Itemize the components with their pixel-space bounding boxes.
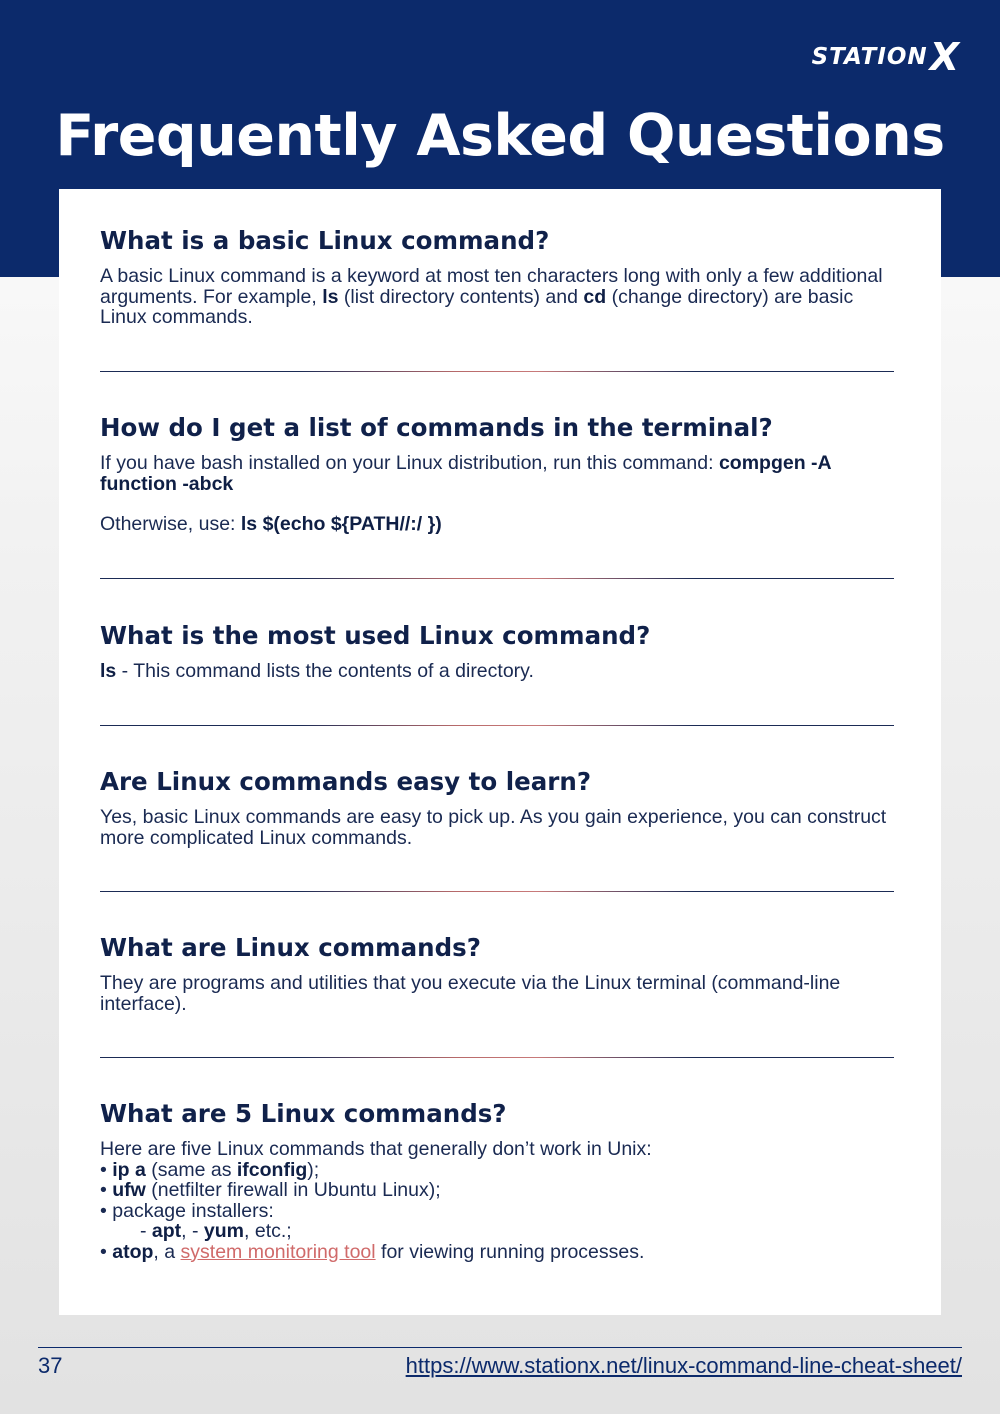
footer-divider — [38, 1347, 962, 1348]
logo-text: STATION — [811, 44, 928, 70]
divider — [100, 1057, 894, 1058]
faq-item-five-commands — [100, 1099, 894, 1262]
divider — [100, 578, 894, 579]
list-item: • atop, a system monitoring tool for viewing running processes. — [100, 1240, 645, 1263]
stationx-logo[interactable] — [811, 35, 960, 79]
faq-answer: ls - This command lists the contents of a directory. — [100, 660, 534, 682]
list-item: • ip a (same as ifconfig); — [100, 1158, 320, 1181]
faq-item-easy-to-learn — [100, 767, 894, 848]
list-subitem: - apt, - yum, etc.; — [140, 1220, 292, 1242]
page-title: Frequently Asked Questions — [55, 103, 945, 169]
faq-question: How do I get a list of commands in the terminal? — [100, 413, 773, 442]
footer-url-link[interactable]: https://www.stationx.net/linux-command-line-cheat-sheet/ — [405, 1353, 962, 1378]
faq-question: What is the most used Linux command? — [100, 621, 651, 650]
faq-answer-alternative: Otherwise, use: ls $(echo ${PATH//:/ }) — [100, 513, 442, 535]
logo-x-mark: X — [929, 35, 960, 79]
faq-answer: If you have bash installed on your Linux distribution, run this command: compgen -A function -abck — [100, 452, 831, 495]
divider — [100, 891, 894, 892]
faq-answer-intro: Here are five Linux commands that generally don’t work in Unix: — [100, 1138, 652, 1160]
faq-item-most-used — [100, 621, 894, 682]
faq-question: What are 5 Linux commands? — [100, 1099, 507, 1128]
faq-item-basic-command — [100, 226, 894, 328]
page-number: 37 — [38, 1353, 63, 1378]
system-monitoring-tool-link[interactable]: system monitoring tool — [180, 1240, 376, 1263]
faq-question: What is a basic Linux command? — [100, 226, 550, 255]
list-item: • package installers: — [100, 1199, 274, 1222]
divider — [100, 371, 894, 372]
faq-item-list-commands — [100, 413, 894, 535]
faq-answer: A basic Linux command is a keyword at most ten characters long with only a few additional arguments. For example, ls (list directory contents) and cd (change directory) are basic Linux commands. — [100, 265, 883, 328]
faq-item-what-are-commands — [100, 933, 894, 1014]
faq-question: Are Linux commands easy to learn? — [100, 767, 592, 796]
list-item: • ufw (netfilter firewall in Ubuntu Linux); — [100, 1179, 441, 1201]
faq-card — [59, 189, 941, 1315]
faq-question: What are Linux commands? — [100, 933, 481, 962]
divider — [100, 725, 894, 726]
faq-answer: They are programs and utilities that you execute via the Linux terminal (command-line interface). — [100, 972, 841, 1015]
faq-answer: Yes, basic Linux commands are easy to pick up. As you gain experience, you can construct more complicated Linux commands. — [100, 806, 887, 849]
